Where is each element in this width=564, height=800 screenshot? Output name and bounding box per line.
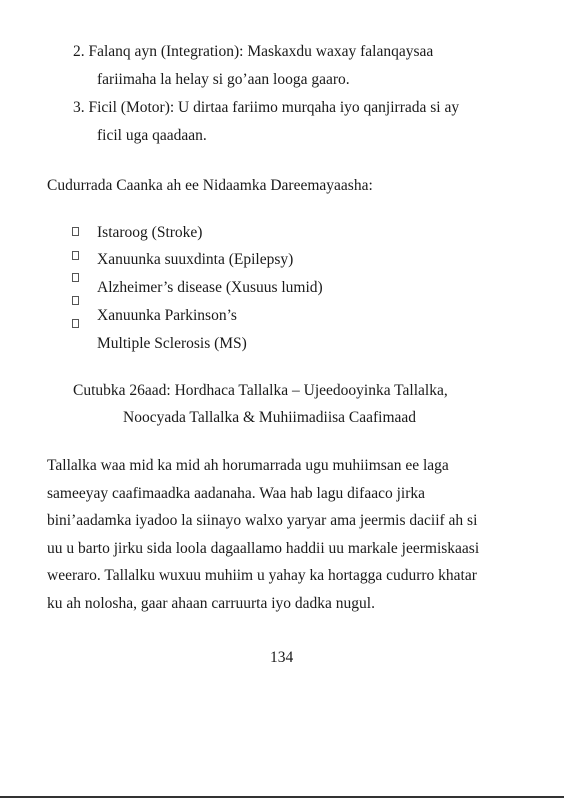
- bullet-icon: [72, 319, 79, 328]
- bullet-icon: [72, 251, 79, 260]
- numbered-item-2-line1: 2. Falanq ayn (Integration): Maskaxdu waxay falanqaysaa: [73, 43, 434, 60]
- bullet-icon: [72, 296, 79, 305]
- numbered-item-3-line2: ficil uga qaadaan.: [97, 127, 207, 144]
- bullet-icon: [72, 273, 79, 282]
- bullet-icon: [72, 227, 79, 236]
- paragraph-line: bini’aadamka iyadoo la siinayo walxo yaryar ama jeermis daciif ah si: [47, 512, 478, 529]
- disease-item: Multiple Sclerosis (MS): [97, 335, 247, 352]
- paragraph-line: Tallalka waa mid ka mid ah horumarrada ugu muhiimsan ee laga: [47, 457, 449, 474]
- paragraph-line: uu u barto jirku sida loola dagaallamo haddii uu markale jeermiskaasi: [47, 540, 480, 557]
- disease-item: Xanuunka Parkinson’s: [97, 307, 237, 324]
- disease-item: Istaroog (Stroke): [97, 224, 203, 241]
- paragraph-line: ku ah nolosha, gaar ahaan carruurta iyo dadka nugul.: [47, 595, 375, 612]
- bottom-border: [0, 796, 564, 798]
- chapter-title-line1: Cutubka 26aad: Hordhaca Tallalka – Ujeedooyinka Tallalka,: [73, 382, 448, 399]
- numbered-item-2-line2: fariimaha la helay si go’aan looga gaaro.: [97, 71, 350, 88]
- paragraph-line: weeraro. Tallalku wuxuu muhiim u yahay ka hortagga cudurro khatar: [47, 567, 477, 584]
- paragraph-line: sameeyay caafimaadka aadanaha. Waa hab lagu difaaco jirka: [47, 485, 426, 502]
- page-number: 134: [270, 649, 294, 666]
- numbered-item-3-line1: 3. Ficil (Motor): U dirtaa fariimo murqaha iyo qanjirrada si ay: [73, 99, 460, 116]
- diseases-heading: Cudurrada Caanka ah ee Nidaamka Dareemayaasha:: [47, 177, 373, 194]
- disease-item: Xanuunka suuxdinta (Epilepsy): [97, 251, 294, 268]
- chapter-title-line2: Noocyada Tallalka & Muhiimadiisa Caafimaad: [123, 409, 417, 426]
- disease-item: Alzheimer’s disease (Xusuus lumid): [97, 279, 323, 296]
